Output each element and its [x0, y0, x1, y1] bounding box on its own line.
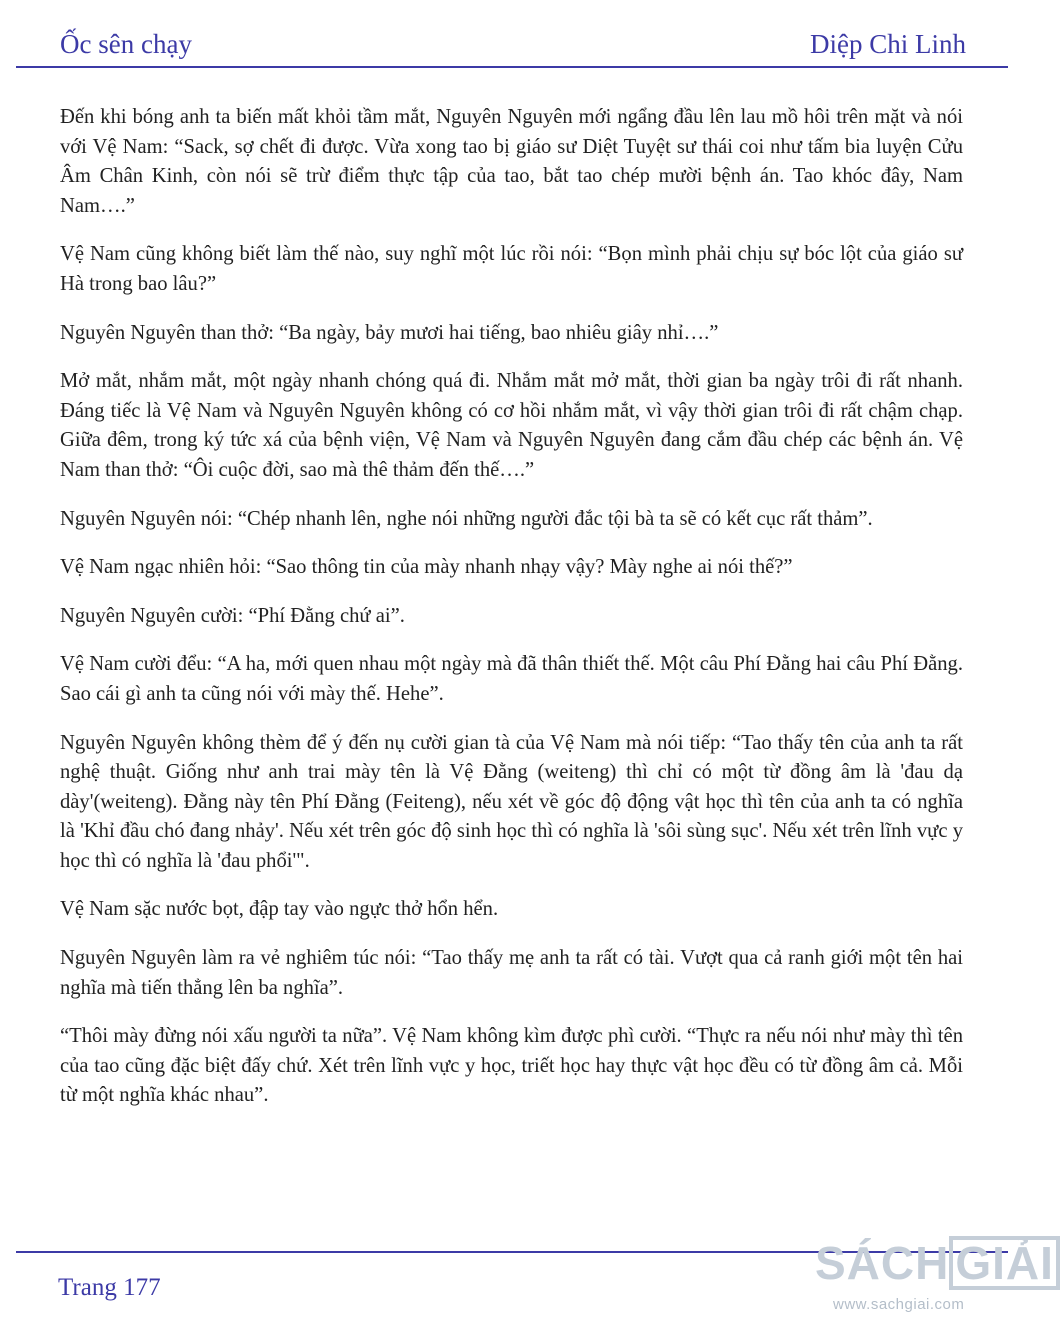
watermark-url: www.sachgiai.com: [833, 1296, 965, 1313]
author-name: Diệp Chi Linh: [810, 28, 966, 59]
paragraph: Vệ Nam cười đểu: “A ha, mới quen nhau một ngày mà đã thân thiết thế. Một câu Phí Đằng hai câu Phí Đằng. Sao cái gì anh ta cũng nói với mày thế. Hehe”.: [60, 653, 963, 705]
paragraph: Vệ Nam cũng không biết làm thế nào, suy nghĩ một lúc rồi nói: “Bọn mình phải chịu sự bóc lột của giáo sư Hà trong bao lâu?”: [60, 243, 963, 295]
paragraph: Vệ Nam ngạc nhiên hỏi: “Sao thông tin của mày nhanh nhạy vậy? Mày nghe ai nói thế?”: [60, 556, 793, 579]
paragraph: Đến khi bóng anh ta biến mất khỏi tầm mắt, Nguyên Nguyên mới ngẩng đầu lên lau mồ hôi trên mặt và nói với Vệ Nam: “Sack, sợ chết đi được. Vừa xong tao bị giáo sư Diệt Tuyệt sư thái coi như tấm bia luyện Cửu Âm Chân Kinh, còn nói sẽ trừ điểm thực tập của tao, bắt tao chép mười bệnh án. Tao khóc đây, Nam Nam….”: [60, 106, 963, 217]
page-body: [60, 103, 963, 1130]
paragraph: Nguyên Nguyên không thèm để ý đến nụ cười gian tà của Vệ Nam mà nói tiếp: “Tao thấy tên của anh ta rất nghệ thuật. Giống như anh trai mày tên là Vệ Đằng (weiteng) thì chỉ có một từ đồng âm là 'đau dạ dày'(weiteng). Đằng này tên Phí Đằng (Feiteng), nếu xét về góc độ động vật học thì tên của anh ta có nghĩa là 'Khỉ đầu chó đang nhảy'. Nếu xét trên góc độ sinh học thì có nghĩa là 'sôi sùng sục'. Nếu xét trên lĩnh vực y học thì có nghĩa là 'đau phổi'".: [60, 731, 963, 872]
watermark-text-boxed: GIẢI: [949, 1236, 1060, 1290]
paragraph: Mở mắt, nhắm mắt, một ngày nhanh chóng quá đi. Nhắm mắt mở mắt, thời gian ba ngày trôi đi rất nhanh. Đáng tiếc là Vệ Nam và Nguyên Nguyên không có cơ hồi nhắm mắt, vì vậy thời gian trôi đi rất chậm chạp. Giữa đêm, trong ký tức xá của bệnh viện, Vệ Nam và Nguyên Nguyên đang cắm đầu chép các bệnh án. Vệ Nam than thở: “Ôi cuộc đời, sao mà thê thảm đến thế….”: [60, 370, 963, 481]
paragraph: Nguyên Nguyên nói: “Chép nhanh lên, nghe nói những người đắc tội bà ta sẽ có kết cục rất thảm”.: [60, 507, 873, 530]
book-title: Ốc sên chạy: [60, 28, 192, 59]
paragraph: Nguyên Nguyên cười: “Phí Đằng chứ ai”.: [60, 604, 405, 627]
page-header: [60, 26, 966, 62]
paragraph: Nguyên Nguyên than thở: “Ba ngày, bảy mươi hai tiếng, bao nhiêu giây nhỉ….”: [60, 321, 719, 344]
watermark-text-plain: SÁCH: [815, 1237, 950, 1289]
watermark-logo: [815, 1228, 1054, 1325]
watermark-text: [815, 1236, 1060, 1290]
paragraph: Nguyên Nguyên làm ra vẻ nghiêm túc nói: “Tao thấy mẹ anh ta rất có tài. Vượt qua cả ranh giới một tên hai nghĩa mà tiến thẳng lên ba nghĩa”.: [60, 947, 963, 999]
page-number: Trang 177: [58, 1274, 161, 1301]
header-divider: [16, 66, 1008, 68]
paragraph: Vệ Nam sặc nước bọt, đập tay vào ngực thở hổn hển.: [60, 898, 499, 921]
paragraph: “Thôi mày đừng nói xấu người ta nữa”. Vệ Nam không kìm được phì cười. “Thực ra nếu nói như mày thì tên của tao cũng đặc biệt đấy chứ. Xét trên lĩnh vực y học, triết học hay thực vật học đều có từ đồng âm cả. Mỗi từ một nghĩa khác nhau”.: [60, 1025, 963, 1107]
